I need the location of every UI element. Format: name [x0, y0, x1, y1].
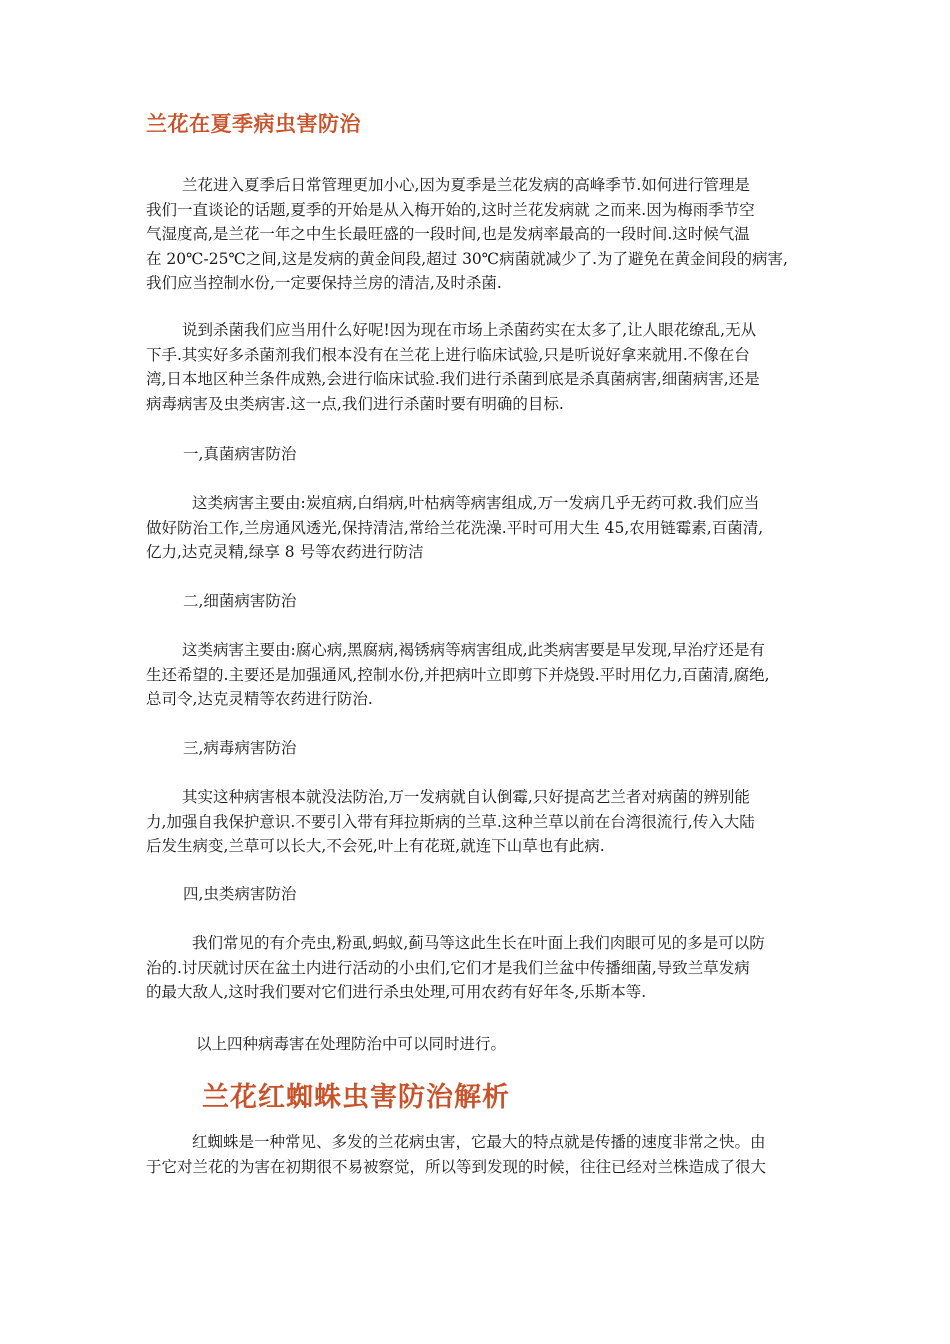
section-heading-viral: 三,病毒病害防治	[183, 739, 297, 757]
paragraph-line: 兰花进入夏季后日常管理更加小心,因为夏季是兰花发病的高峰季节.如何进行管理是	[182, 176, 750, 194]
section-heading-insect: 四,虫类病害防治	[183, 885, 297, 903]
paragraph-line: 下手.其实好多杀菌剂我们根本没有在兰花上进行临床试验,只是听说好拿来就用.不像在台	[146, 345, 750, 364]
paragraph-line: 后发生病变,兰草可以长大,不会死,叶上有花斑,就连下山草也有此病.	[146, 837, 605, 855]
fungal-paragraph	[146, 491, 814, 565]
paragraph-line: 我们常见的有介壳虫,粉虱,蚂蚁,蓟马等这此生长在叶面上我们肉眼可见的多是可以防	[192, 934, 765, 952]
section-heading-bacterial: 二,细菌病害防治	[183, 592, 297, 610]
paragraph-line: 力,加强自我保护意识.不要引入带有拜拉斯病的兰草.这种兰草以前在台湾很流行,传入大陆	[146, 812, 755, 831]
paragraph-line: 我们应当控制水份,一定要保持兰房的清洁,及时杀菌.	[146, 274, 502, 292]
paragraph-line: 病毒病害及虫类病害.这一点,我们进行杀菌时要有明确的目标.	[146, 394, 564, 413]
insect-paragraph	[146, 931, 814, 1005]
bacterial-paragraph	[146, 638, 814, 712]
paragraph-line: 湾,日本地区种兰条件成熟,会进行临床试验.我们进行杀菌到底是杀真菌病害,细菌病害,还是	[146, 370, 760, 388]
article-title: 兰花在夏季病虫害防治	[146, 111, 361, 136]
spider-paragraph	[146, 1130, 814, 1179]
paragraph-line: 这类病害主要由:炭疽病,白绢病,叶枯病等病害组成,万一发病几乎无药可救.我们应当	[192, 494, 760, 512]
paragraph-line: 说到杀菌我们应当用什么好呢!因为现在市场上杀菌药实在太多了,让人眼花缭乱,无从	[182, 321, 757, 339]
paragraph-line: 气湿度高,是兰花一年之中生长最旺盛的一段时间,也是发病率最高的一段时间.这时候气温	[146, 225, 750, 243]
closing-note: 以上四种病毒害在处理防治中可以同时进行。	[196, 1035, 507, 1053]
paragraph-line: 生还希望的.主要还是加强通风,控制水份,并把病叶立即剪下并烧毁.平时用亿力,百菌清,腐绝,	[146, 665, 770, 684]
paragraph-line: 治的.讨厌就讨厌在盆土内进行活动的小虫们,它们才是我们兰盆中传播细菌,导致兰草发病	[146, 958, 750, 977]
paragraph-line: 的最大敌人,这时我们要对它们进行杀虫处理,可用农药有好年冬,乐斯本等.	[146, 983, 647, 1001]
viral-paragraph	[146, 785, 814, 859]
paragraph-line: 总司令,达克灵精等农药进行防治.	[146, 690, 373, 708]
paragraph-line: 做好防治工作,兰房通风透光,保持清洁,常给兰花洗澡.平时可用大生 45,农用链霉素,百菌清,	[146, 518, 764, 537]
paragraph-line: 其实这种病害根本就没法防治,万一发病就自认倒霉,只好提高艺兰者对病菌的辨别能	[182, 788, 750, 806]
paragraph-line: 亿力,达克灵精,绿享 8 号等农药进行防洁	[146, 543, 424, 561]
paragraph-line: 在 20℃-25℃之间,这是发病的黄金间段,超过 30℃病菌就减少了.为了避免在黄金间段的病害,	[146, 249, 788, 268]
section-heading-fungal: 一,真菌病害防治	[183, 445, 297, 463]
paragraph-line: 红蜘蛛是一种常见、多发的兰花病虫害，它最大的特点就是传播的速度非常之快。由	[192, 1133, 766, 1151]
second-article-title: 兰花红蜘蛛虫害防治解析	[202, 1082, 510, 1113]
paragraph-line: 这类病害主要由:腐心病,黑腐病,褐锈病等病害组成,此类病害要是早发现,早治疗还是有	[182, 641, 765, 659]
paragraph-line: 于它对兰花的为害在初期很不易被察觉，所以等到发现的时候，往往已经对兰株造成了很大	[146, 1157, 767, 1176]
paragraph-line: 我们一直谈论的话题,夏季的开始是从入梅开始的,这时兰花发病就 之而来.因为梅雨季节空	[146, 200, 755, 219]
intro-paragraph	[146, 173, 814, 296]
sterilize-paragraph	[146, 318, 814, 416]
